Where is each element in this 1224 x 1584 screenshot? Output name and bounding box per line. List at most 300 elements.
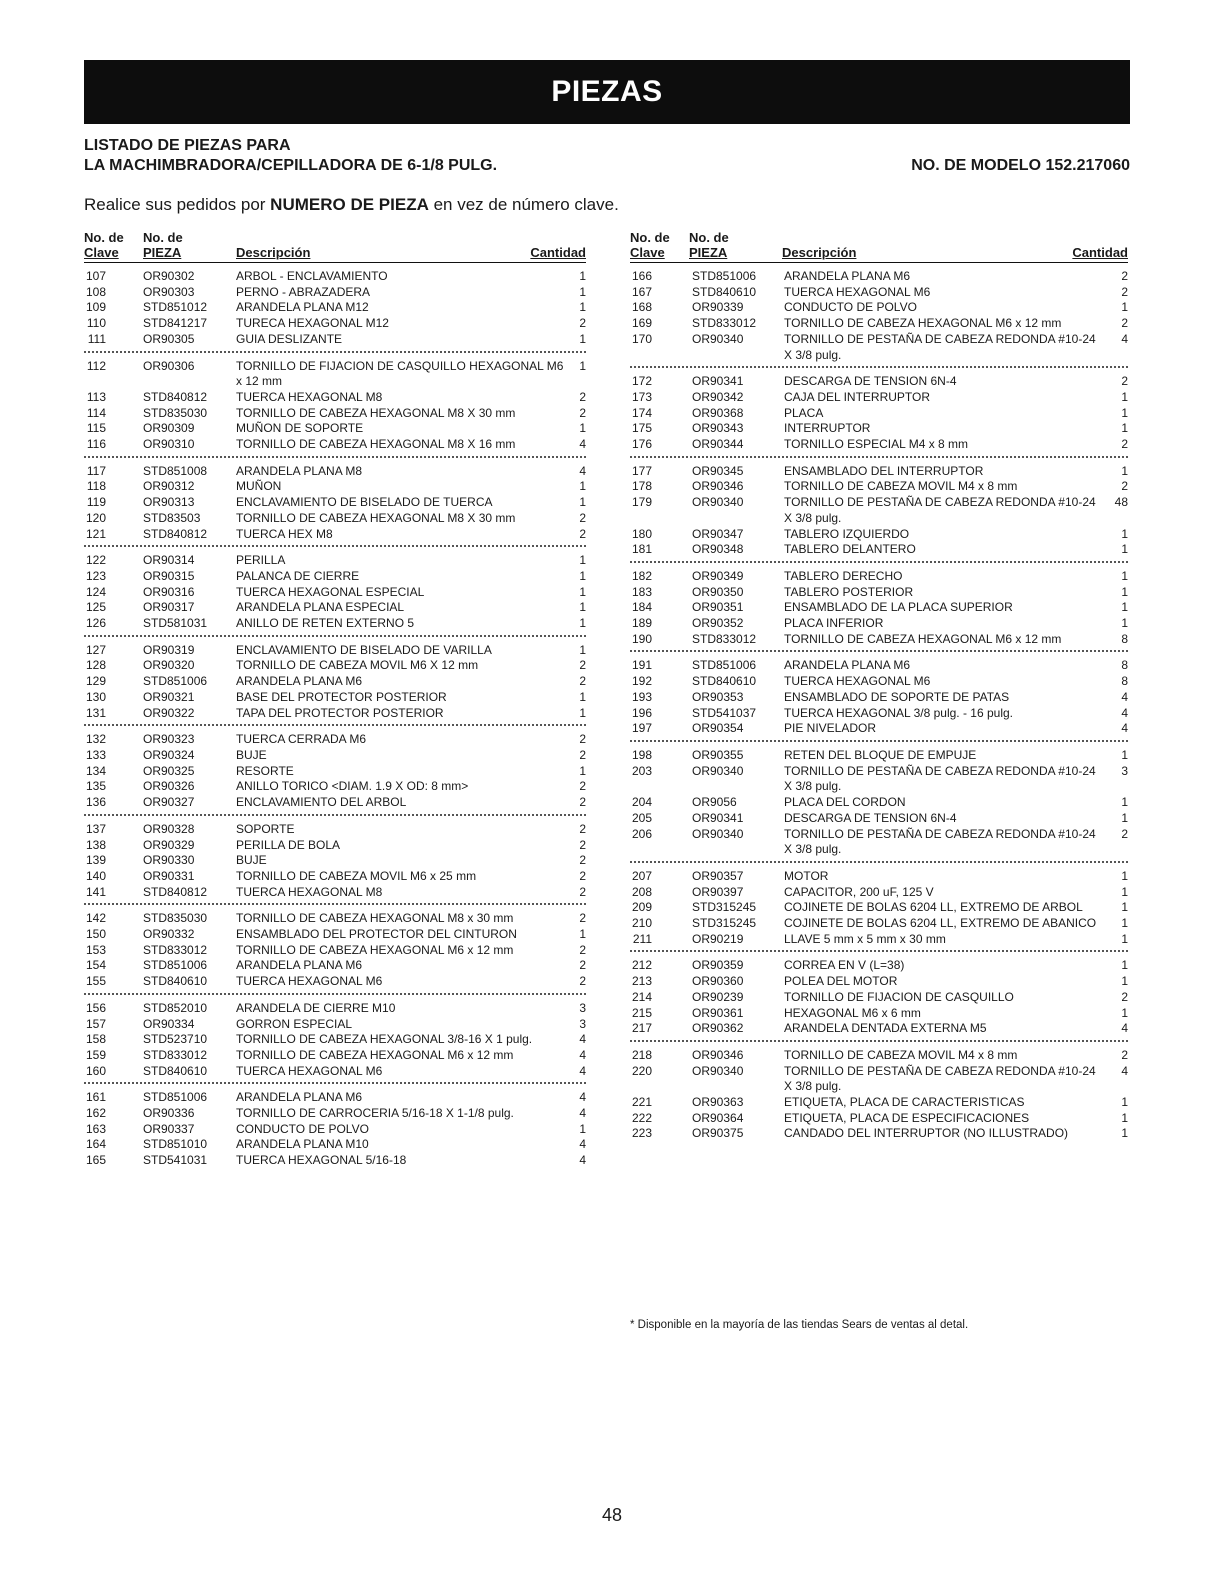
part-number: OR90340 [692, 331, 744, 346]
part-quantity: 1 [1121, 405, 1128, 420]
part-quantity: 1 [1121, 931, 1128, 946]
part-description: TABLERO POSTERIOR [784, 584, 914, 599]
part-group [84, 726, 586, 816]
table-row [84, 616, 586, 632]
key-number: 128 [86, 658, 107, 673]
key-number: 212 [632, 958, 653, 973]
table-row [630, 406, 1128, 422]
part-description: TORNILLO DE CABEZA HEXAGONAL M8 x 30 mm [236, 911, 514, 926]
table-row [630, 374, 1128, 390]
part-description: ANILLO DE RETEN EXTERNO 5 [236, 616, 415, 631]
table-row [630, 542, 1128, 558]
key-number: 153 [86, 942, 107, 957]
table-row [630, 1111, 1128, 1127]
part-description: TORNILLO DE CABEZA HEXAGONAL M8 X 30 mm [236, 510, 516, 525]
table-row [84, 359, 586, 390]
key-number: 184 [632, 600, 653, 615]
part-number: OR90341 [692, 374, 744, 389]
key-number: 120 [86, 510, 107, 525]
table-row [84, 1106, 586, 1122]
table-row [630, 1095, 1128, 1111]
part-description: ENSAMBLADO DEL INTERRUPTOR [784, 463, 984, 478]
part-number: STD851006 [692, 658, 757, 673]
part-description: PALANCA DE CIERRE [236, 568, 360, 583]
part-quantity: 2 [579, 405, 586, 420]
part-description: ARANDELA PLANA M10 [236, 1137, 369, 1152]
part-number: OR90360 [692, 974, 744, 989]
part-number: STD833012 [692, 631, 757, 646]
part-number: OR90315 [143, 568, 195, 583]
key-number: 196 [632, 705, 653, 720]
part-number: OR90340 [692, 1063, 744, 1078]
part-group [84, 816, 586, 906]
header-part-bottom: PIEZA [689, 245, 728, 260]
part-quantity: 1 [1121, 958, 1128, 973]
header-quantity: Cantidad [1072, 245, 1128, 260]
key-number: 192 [632, 674, 653, 689]
part-number: OR9056 [692, 795, 737, 810]
table-row [84, 795, 586, 811]
parts-table-left [84, 230, 586, 1172]
key-number: 168 [632, 300, 653, 315]
part-group [84, 905, 586, 995]
part-description: POLEA DEL MOTOR [784, 974, 898, 989]
part-group [84, 1084, 586, 1172]
part-number: OR90309 [143, 421, 195, 436]
table-row [630, 706, 1128, 722]
part-number: OR90343 [692, 421, 744, 436]
part-number: OR90341 [692, 810, 744, 825]
list-title-line-1: LISTADO DE PIEZAS PARA [84, 137, 291, 154]
part-quantity: 1 [579, 479, 586, 494]
part-number: OR90349 [692, 568, 744, 583]
part-description: ARBOL - ENCLAVAMIENTO [236, 269, 388, 283]
key-number: 118 [86, 479, 106, 494]
part-quantity: 8 [1121, 674, 1128, 689]
part-quantity: 1 [579, 358, 586, 373]
table-row [84, 1032, 586, 1048]
part-quantity: 1 [1121, 584, 1128, 599]
part-quantity: 2 [1121, 284, 1128, 299]
part-number: OR90340 [692, 826, 744, 841]
part-description: TUERCA CERRADA M6 [236, 732, 367, 747]
part-number: OR90328 [143, 821, 195, 836]
part-group [630, 368, 1128, 458]
key-number: 214 [632, 989, 653, 1004]
part-number: OR90327 [143, 795, 195, 810]
table-header-right [630, 230, 1128, 263]
part-description: ARANDELA DENTADA EXTERNA M5 [784, 1021, 987, 1036]
table-row [630, 1021, 1128, 1037]
key-number: 165 [86, 1153, 107, 1168]
table-row [630, 690, 1128, 706]
table-row [84, 674, 586, 690]
part-description: TUERCA HEXAGONAL ESPECIAL [236, 584, 425, 599]
part-quantity: 2 [1121, 479, 1128, 494]
order-note-after: en vez de número clave. [428, 195, 619, 214]
part-quantity: 2 [579, 747, 586, 762]
part-number: OR90336 [143, 1106, 195, 1121]
key-number: 155 [86, 974, 107, 989]
part-quantity: 4 [579, 1153, 586, 1168]
part-quantity: 1 [1121, 1126, 1128, 1141]
part-group [84, 263, 586, 353]
key-number: 112 [86, 358, 106, 373]
part-description: CONDUCTO DE POLVO [236, 1121, 369, 1136]
key-number: 116 [86, 437, 106, 452]
part-group [630, 263, 1128, 368]
part-quantity: 1 [1121, 616, 1128, 631]
key-number: 124 [86, 584, 107, 599]
part-description: PERNO - ABRAZADERA [236, 284, 371, 299]
table-row [84, 1090, 586, 1106]
key-number: 159 [86, 1047, 107, 1062]
part-number: OR90339 [692, 300, 744, 315]
table-row [84, 1017, 586, 1033]
part-quantity: 1 [1121, 747, 1128, 762]
part-description: ETIQUETA, PLACA DE CARACTERISTICAS [784, 1095, 1025, 1110]
part-description: TABLERO DERECHO [784, 568, 903, 583]
header-description: Descripción [782, 245, 857, 260]
table-row [630, 479, 1128, 495]
part-quantity: 1 [1121, 421, 1128, 436]
part-description: TORNILLO DE CABEZA HEXAGONAL 3/8-16 X 1 pulg. [236, 1032, 533, 1047]
part-quantity: 48 [1114, 495, 1128, 510]
part-description: CORREA EN V (L=38) [784, 958, 905, 973]
part-quantity: 1 [579, 1121, 586, 1136]
part-number: STD851006 [143, 1090, 208, 1105]
part-quantity: 4 [579, 1090, 586, 1105]
table-row [630, 300, 1128, 316]
part-description: ARANDELA PLANA M6 [236, 1090, 363, 1105]
table-row [84, 958, 586, 974]
table-row [84, 1048, 586, 1064]
table-row [84, 911, 586, 927]
header-key-bottom: Clave [630, 245, 665, 260]
table-row [630, 990, 1128, 1006]
part-description: CONDUCTO DE POLVO [784, 300, 917, 315]
key-number: 140 [86, 868, 107, 883]
key-number: 113 [86, 389, 106, 404]
part-quantity: 1 [1121, 300, 1128, 315]
part-quantity: 2 [1121, 269, 1128, 283]
part-quantity: 2 [579, 526, 586, 541]
part-quantity: 4 [579, 1137, 586, 1152]
part-group [630, 1042, 1128, 1145]
key-number: 117 [86, 463, 106, 478]
table-row [630, 827, 1128, 858]
table-row [84, 569, 586, 585]
part-quantity: 2 [579, 958, 586, 973]
key-number: 138 [86, 837, 107, 852]
footnote: * Disponible en la mayoría de las tiendas Sears de ventas al detal. [630, 1319, 969, 1331]
part-number: OR90325 [143, 763, 195, 778]
part-number: STD315245 [692, 916, 757, 931]
part-quantity: 1 [1121, 884, 1128, 899]
part-description: BUJE [236, 747, 267, 762]
table-row [630, 390, 1128, 406]
part-group [630, 458, 1128, 563]
part-description: RESORTE [236, 763, 294, 778]
key-number: 163 [86, 1121, 107, 1136]
part-quantity: 1 [579, 300, 586, 315]
part-description: TORNILLO DE FIJACION DE CASQUILLO HEXAGONAL M6 x 12 mm [236, 358, 564, 389]
part-description: COJINETE DE BOLAS 6204 LL, EXTREMO DE ARBOL [784, 900, 1083, 915]
key-number: 222 [632, 1110, 653, 1125]
part-quantity: 4 [1121, 331, 1128, 346]
key-number: 193 [632, 689, 653, 704]
part-number: STD851006 [143, 958, 208, 973]
part-quantity: 2 [579, 911, 586, 926]
key-number: 135 [86, 779, 107, 794]
page-number: 48 [601, 1505, 623, 1525]
part-number: OR90357 [692, 868, 744, 883]
part-quantity: 1 [579, 421, 586, 436]
part-quantity: 4 [1121, 1021, 1128, 1036]
part-number: OR90361 [692, 1005, 744, 1020]
part-description: LLAVE 5 mm x 5 mm x 30 mm [784, 931, 946, 946]
key-number: 211 [632, 931, 652, 946]
part-number: OR90352 [692, 616, 744, 631]
key-number: 215 [632, 1005, 653, 1020]
part-quantity: 1 [1121, 568, 1128, 583]
table-row [84, 822, 586, 838]
part-number: STD840610 [143, 1063, 208, 1078]
part-description: TUERCA HEXAGONAL M6 [236, 974, 383, 989]
part-quantity: 2 [579, 821, 586, 836]
part-quantity: 2 [579, 732, 586, 747]
part-description: INTERRUPTOR [784, 421, 871, 436]
part-number: STD315245 [692, 900, 757, 915]
table-row [84, 706, 586, 722]
part-quantity: 4 [579, 1063, 586, 1078]
key-number: 172 [632, 374, 653, 389]
part-quantity: 2 [579, 510, 586, 525]
part-number: OR90337 [143, 1121, 195, 1136]
part-quantity: 2 [579, 853, 586, 868]
part-description: MOTOR [784, 868, 829, 883]
part-quantity: 2 [1121, 316, 1128, 331]
part-description: ARANDELA PLANA M6 [236, 674, 363, 689]
part-number: OR90326 [143, 779, 195, 794]
part-number: OR90348 [692, 542, 744, 557]
part-number: STD852010 [143, 1000, 208, 1015]
part-group [630, 863, 1128, 953]
table-row [84, 300, 586, 316]
header-quantity: Cantidad [530, 245, 586, 260]
part-number: OR90314 [143, 553, 195, 568]
key-number: 115 [86, 421, 106, 436]
part-description: ARANDELA PLANA ESPECIAL [236, 600, 405, 615]
key-number: 183 [632, 584, 653, 599]
part-number: OR90332 [143, 927, 195, 942]
key-number: 141 [86, 884, 107, 899]
key-number: 139 [86, 853, 107, 868]
key-number: 205 [632, 810, 653, 825]
part-number: STD851010 [143, 1137, 208, 1152]
part-quantity: 4 [579, 463, 586, 478]
table-row [630, 1064, 1128, 1095]
table-row [630, 958, 1128, 974]
part-description: TUERCA HEXAGONAL M8 [236, 389, 383, 404]
table-row [84, 285, 586, 301]
key-number: 130 [86, 689, 107, 704]
part-number: OR90316 [143, 584, 195, 599]
key-number: 190 [632, 631, 653, 646]
part-description: TORNILLO DE CABEZA HEXAGONAL M6 x 12 mm [784, 631, 1062, 646]
key-number: 133 [86, 747, 107, 762]
part-number: STD523710 [143, 1032, 208, 1047]
part-description: PERILLA DE BOLA [236, 837, 341, 852]
list-title-line-2: LA MACHIMBRADORA/CEPILLADORA DE 6-1/8 PULG. [84, 157, 498, 174]
part-number: OR90302 [143, 269, 195, 283]
part-quantity: 1 [579, 495, 586, 510]
part-number: OR90344 [692, 437, 744, 452]
key-number: 170 [632, 331, 653, 346]
table-row [84, 748, 586, 764]
table-row [630, 974, 1128, 990]
table-row [84, 437, 586, 453]
part-description: TORNILLO DE CABEZA MOVIL M6 X 12 mm [236, 658, 479, 673]
part-quantity: 1 [579, 642, 586, 657]
key-number: 109 [86, 300, 107, 315]
table-row [84, 764, 586, 780]
table-row [84, 495, 586, 511]
part-description: TAPA DEL PROTECTOR POSTERIOR [236, 705, 444, 720]
key-number: 169 [632, 316, 653, 331]
key-number: 142 [86, 911, 107, 926]
part-description: TABLERO DELANTERO [784, 542, 916, 557]
part-number: OR90320 [143, 658, 195, 673]
table-row [630, 569, 1128, 585]
part-description: ENSAMBLADO DE LA PLACA SUPERIOR [784, 600, 1013, 615]
part-number: OR90353 [692, 689, 744, 704]
part-group [630, 952, 1128, 1042]
part-description: BASE DEL PROTECTOR POSTERIOR [236, 689, 447, 704]
part-number: OR90303 [143, 284, 195, 299]
part-quantity: 1 [1121, 600, 1128, 615]
part-number: STD840610 [143, 974, 208, 989]
table-row [630, 585, 1128, 601]
table-row [630, 900, 1128, 916]
part-quantity: 2 [579, 884, 586, 899]
key-number: 161 [86, 1090, 107, 1105]
table-row [630, 811, 1128, 827]
table-row [84, 869, 586, 885]
key-number: 213 [632, 974, 653, 989]
table-row [84, 1064, 586, 1080]
part-description: ARANDELA PLANA M8 [236, 463, 363, 478]
key-number: 178 [632, 479, 653, 494]
part-number: STD841217 [143, 316, 208, 331]
table-row [630, 285, 1128, 301]
part-description: TORNILLO DE CABEZA HEXAGONAL M6 x 12 mm [236, 942, 514, 957]
part-description: MUÑON [236, 479, 282, 494]
part-number: OR90351 [692, 600, 744, 615]
key-number: 181 [632, 542, 653, 557]
key-number: 209 [632, 900, 653, 915]
table-row [84, 390, 586, 406]
header-part-top: No. de [143, 230, 183, 245]
key-number: 189 [632, 616, 653, 631]
part-number: OR90340 [692, 763, 744, 778]
part-quantity: 3 [1121, 763, 1128, 778]
header-key-top: No. de [84, 230, 124, 245]
part-description: TUERCA HEXAGONAL 5/16-18 [236, 1153, 407, 1168]
table-row [84, 1122, 586, 1138]
part-quantity: 8 [1121, 631, 1128, 646]
part-group [84, 458, 586, 548]
key-number: 210 [632, 916, 653, 931]
parts-table-right [630, 230, 1128, 1145]
part-description: BUJE [236, 853, 267, 868]
part-description: TORNILLO DE CARROCERIA 5/16-18 X 1-1/8 pulg. [236, 1106, 514, 1121]
part-description: HEXAGONAL M6 x 6 mm [784, 1005, 921, 1020]
part-number: OR90306 [143, 358, 195, 373]
part-quantity: 2 [579, 942, 586, 957]
part-number: OR90355 [692, 747, 744, 762]
key-number: 111 [87, 331, 106, 346]
key-number: 220 [632, 1063, 653, 1078]
part-number: OR90310 [143, 437, 195, 452]
part-number: OR90375 [692, 1126, 744, 1141]
table-row [84, 1001, 586, 1017]
key-number: 110 [86, 316, 106, 331]
part-number: STD835030 [143, 911, 208, 926]
part-number: OR90363 [692, 1095, 744, 1110]
part-group [84, 637, 586, 727]
part-number: OR90340 [692, 495, 744, 510]
key-number: 207 [632, 868, 653, 883]
table-row [630, 332, 1128, 363]
part-quantity: 1 [1121, 810, 1128, 825]
part-description: ARANDELA DE CIERRE M10 [236, 1000, 396, 1015]
table-row [630, 464, 1128, 480]
part-description: CANDADO DEL INTERRUPTOR (NO ILLUSTRADO) [784, 1126, 1069, 1141]
table-row [630, 1006, 1128, 1022]
part-quantity: 2 [579, 316, 586, 331]
part-description: TORNILLO ESPECIAL M4 x 8 mm [784, 437, 969, 452]
part-description: TUERCA HEXAGONAL M8 [236, 884, 383, 899]
table-row [84, 527, 586, 543]
part-number: OR90317 [143, 600, 195, 615]
part-description: PIE NIVELADOR [784, 721, 877, 736]
part-number: OR90313 [143, 495, 195, 510]
part-quantity: 1 [579, 927, 586, 942]
table-row [630, 437, 1128, 453]
table-row [84, 332, 586, 348]
key-number: 122 [86, 553, 107, 568]
table-row [630, 421, 1128, 437]
key-number: 108 [86, 284, 107, 299]
table-row [84, 600, 586, 616]
part-number: STD851006 [692, 269, 757, 283]
table-row [84, 1137, 586, 1153]
part-description: TORNILLO DE PESTAÑA DE CABEZA REDONDA #10-24 X 3/8 pulg. [784, 763, 1096, 794]
key-number: 158 [86, 1032, 107, 1047]
table-row [84, 479, 586, 495]
key-number: 107 [86, 269, 107, 283]
part-description: ARANDELA PLANA M12 [236, 300, 369, 315]
part-number: STD840812 [143, 389, 208, 404]
part-number: STD833012 [692, 316, 757, 331]
part-quantity: 4 [1121, 689, 1128, 704]
table-row [630, 600, 1128, 616]
key-number: 127 [86, 642, 107, 657]
key-number: 221 [632, 1095, 653, 1110]
part-number: OR90345 [692, 463, 744, 478]
table-row [630, 316, 1128, 332]
